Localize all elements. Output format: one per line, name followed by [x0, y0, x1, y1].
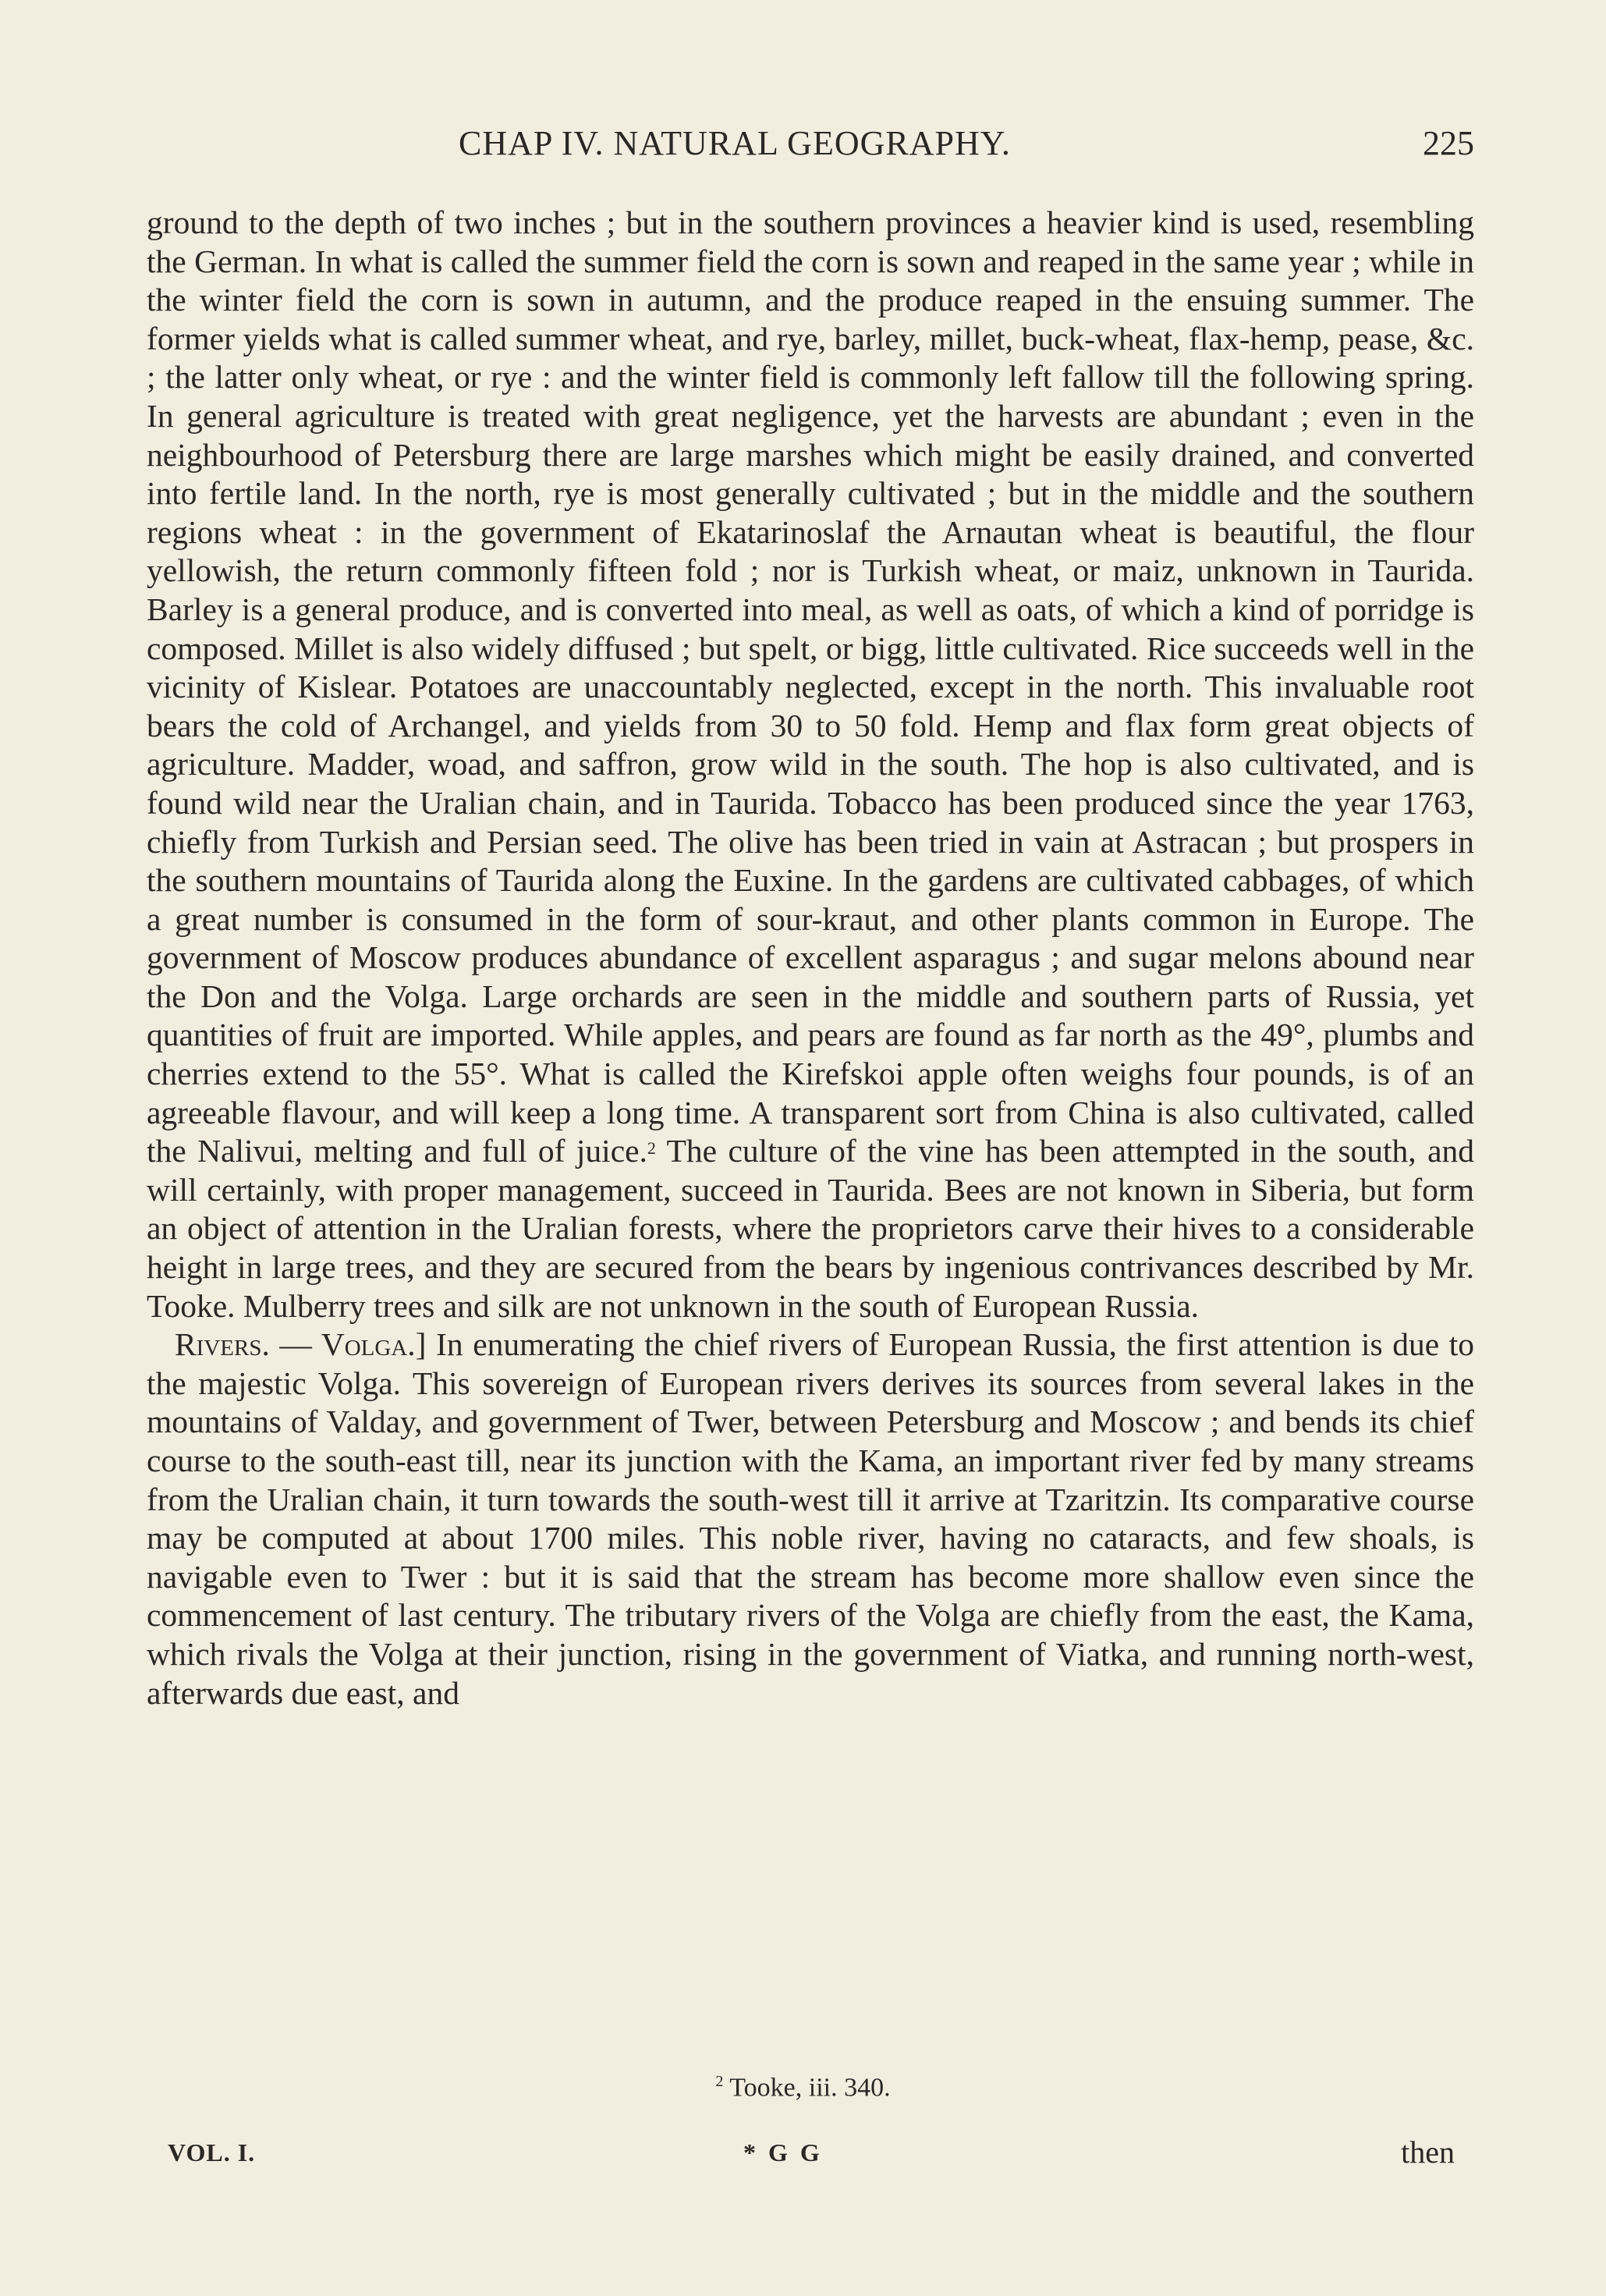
- body-text: [147, 204, 1474, 1712]
- footnote-marker: 2: [715, 2073, 724, 2090]
- page-number: 225: [1423, 124, 1474, 162]
- volume-label: VOL. I.: [168, 2138, 256, 2166]
- footnote-text: Tooke, iii. 340.: [723, 2073, 891, 2103]
- catchword: then: [1401, 2135, 1455, 2170]
- paragraph-agriculture-text: ground to the depth of two inches ; but in the southern provinces a heavier kind is used, resembling the German. In what is called the summer field the corn is sown and reaped in the same year ; while in the winter field the corn is sown in autumn, and the produce reaped in the ensuing summer. The former yields what is called summer wheat, and rye, barley, millet, buck-wheat, flax-hemp, pease, &c. ; the latter only wheat, or rye : and the winter field is commonly left fallow till the following spring. In general agriculture is treated with great negligence, yet the harvests are abundant ; even in the neighbourhood of Petersburg there are large marshes which might be easily drained, and converted into fertile land. In the north, rye is most generally cultivated ; but in the middle and the southern regions wheat : in the government of Ekatarinoslaf the Arnautan wheat is beautiful, the flour yellowish, the return commonly fifteen fold ; nor is Turkish wheat, or maiz, unknown in Taurida. Barley is a general produce, and is converted into meal, as well as oats, of which a kind of porridge is composed. Millet is also widely diffused ; but spelt, or bigg, little cultivated. Rice succeeds well in the vicinity of Kislear. Potatoes are unaccountably neglected, except in the north. This invaluable root bears the cold of Archangel, and yields from 30 to 50 fold. Hemp and flax form great objects of agriculture. Madder, woad, and saffron, grow wild in the south. The hop is also cultivated, and is found wild near the Uralian chain, and in Taurida. Tobacco has been produced since the year 1763, chiefly from Turkish and Persian seed. The olive has been tried in vain at Astracan ; but prospers in the southern mountains of Taurida along the Euxine. In the gardens are cultivated cabbages, of which a great number is consumed in the form of sour-kraut, and other plants common in Europe. The government of Moscow produces abundance of excellent asparagus ; and sugar melons abound near the Don and the Volga. Large orchards are seen in the middle and southern parts of Russia, yet quantities of fruit are imported. While apples, and pears are found as far north as the 49°, plumbs and cherries extend to the 55°. What is called the Kirefskoi apple often weighs four pounds, is of an agreeable flavour, and will keep a long time. A transparent sort from China is also cultivated, called the Nalivui, melting and full of juice.: [147, 204, 1474, 1169]
- paragraph-rivers: [147, 1325, 1474, 1712]
- running-head: [147, 123, 1474, 170]
- paragraph-agriculture-continued: The culture of the vine has been attempted in the south, and will certainly, with proper management, succeed in Taurida. Bees are not known in Siberia, but form an object of attention in the Uralian forests, where the proprietors carve their hives to a considerable height in large trees, and they are secured from the bears by ingenious contrivances described by Mr. Tooke. Mulberry trees and silk are not unknown in the south of European Russia.: [147, 1133, 1474, 1324]
- section-heading-rivers: Rivers. — Volga.]: [175, 1326, 427, 1363]
- footnote: [0, 2073, 1606, 2103]
- paragraph-agriculture: [147, 204, 1474, 1325]
- paragraph-rivers-text: In enumerating the chief rivers of European Russia, the first attention is due to the majestic Volga. This sovereign of European rivers derives its sources from several lakes in the mountains of Valday, and government of Twer, between Petersburg and Moscow ; and bends its chief course to the south-east till, near its junction with the Kama, an important river fed by many streams from the Uralian chain, it turn towards the south-west till it arrive at Tzaritzin. Its comparative course may be computed at about 1700 miles. This noble river, having no cataracts, and few shoals, is navigable even to Twer : but it is said that the stream has become more shallow even since the commencement of last century. The tributary rivers of the Volga are chiefly from the east, the Kama, which rivals the Volga at their junction, rising in the government of Viatka, and running north-west, afterwards due east, and: [147, 1326, 1474, 1711]
- signature-mark: * G G: [743, 2138, 823, 2166]
- footnote-reference: 2: [647, 1138, 656, 1159]
- page-footer: [168, 2134, 1455, 2173]
- chapter-title: CHAP IV. NATURAL GEOGRAPHY.: [459, 124, 1011, 162]
